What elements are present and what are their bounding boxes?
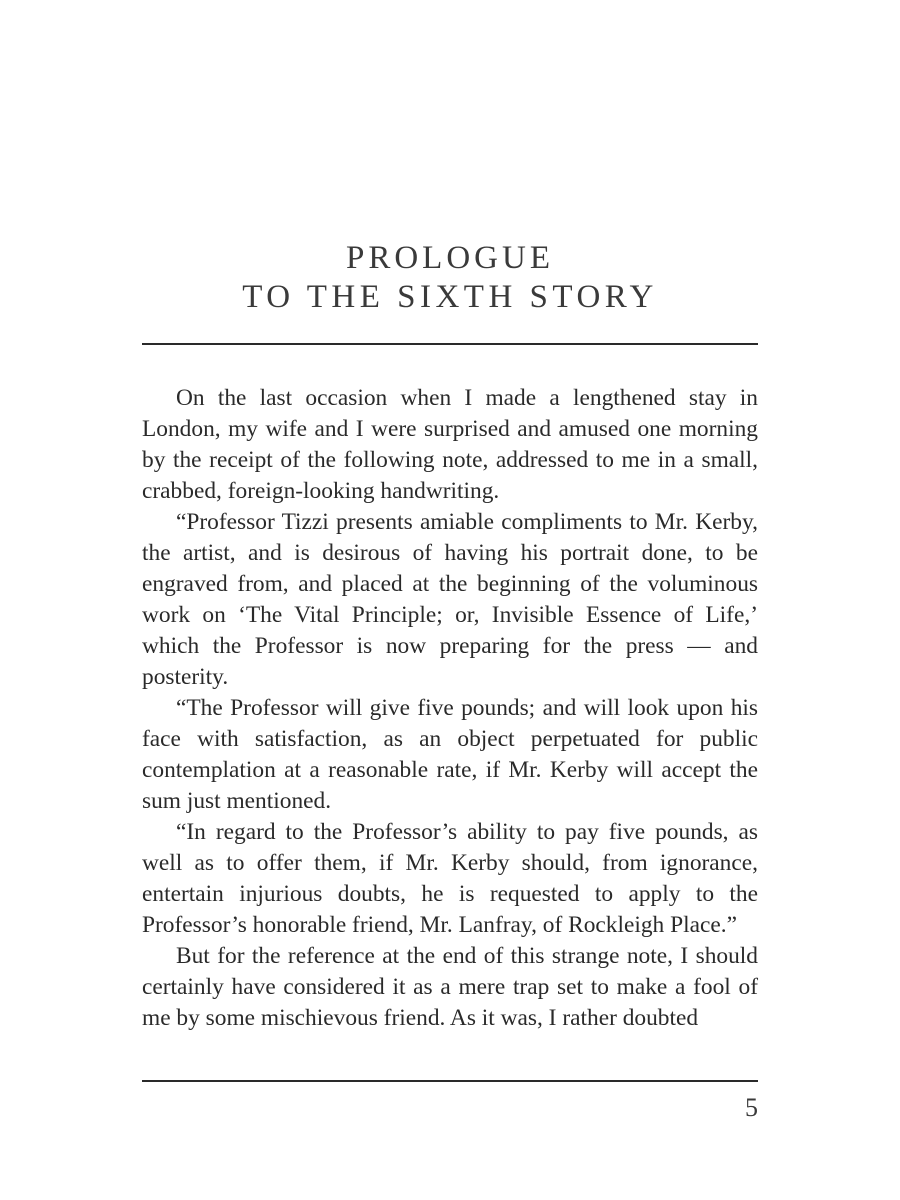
body-text — [142, 383, 758, 1034]
chapter-title-line-2: TO THE SIXTH STORY — [242, 279, 658, 315]
chapter-title-line-1: PROLOGUE — [345, 240, 554, 276]
page-number: 5 — [745, 1093, 758, 1122]
paragraph: On the last occasion when I made a lengthened stay in London, my wife and I were surprised and amused one morning by the receipt of the following note, addressed to me in a small, crabbed, foreign-looking handwriting. — [142, 385, 758, 504]
paragraph: “The Professor will give five pounds; and will look upon his face with satisfaction, as an object perpetuated for public contemplation at a reasonable rate, if Mr. Kerby will accept the sum just mentioned. — [142, 695, 758, 814]
top-rule — [142, 343, 758, 345]
bottom-rule — [142, 1080, 758, 1082]
paragraph: “In regard to the Professor’s ability to pay five pounds, as well as to offer them, if Mr. Kerby should, from ignorance, entertain injurious doubts, he is requested to apply to the Professor’s honorable friend, Mr. Lanfray, of Rockleigh Place.” — [142, 819, 758, 938]
paragraph: “Professor Tizzi presents amiable compliments to Mr. Kerby, the artist, and is desirous of having his portrait done, to be engraved from, and placed at the beginning of the voluminous work on ‘The Vital Principle; or, Invisible Essence of Life,’ which the Professor is now preparing for the press — and posterity. — [142, 509, 758, 690]
paragraph: But for the reference at the end of this strange note, I should certainly have considered it as a mere trap set to make a fool of me by some mischievous friend. As it was, I rather doubted — [142, 943, 758, 1031]
